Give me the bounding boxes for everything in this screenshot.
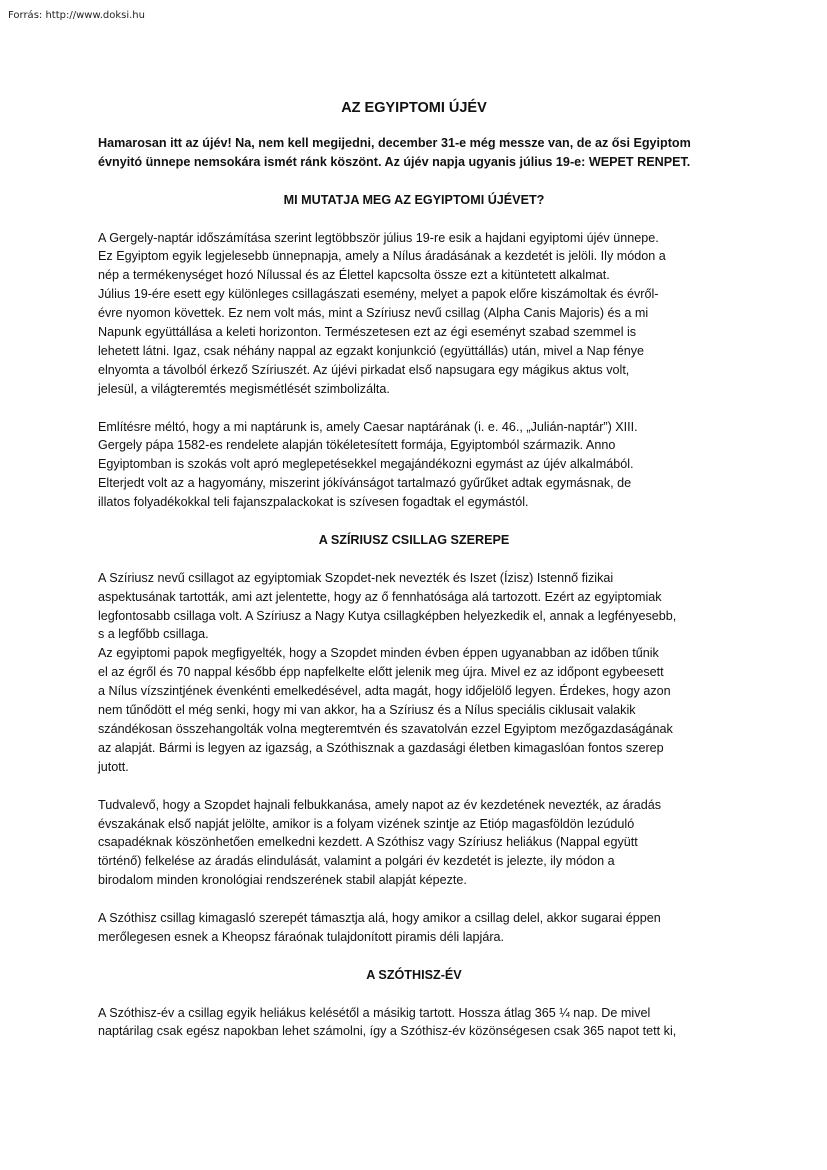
text-line: jelesül, a világteremtés megismétlését szimbolizálta. <box>98 381 390 396</box>
text-line: évszakának első napját jelölte, amikor is a folyam vizének szintje az Etióp magasföldön lezúduló <box>98 816 635 831</box>
document-body <box>98 98 730 1041</box>
text-line: A Szóthisz csillag kimagasló szerepét támasztja alá, hogy amikor a csillag delel, akkor sugarai éppen <box>98 911 661 926</box>
paragraph <box>98 1004 730 1042</box>
text-line: A Gergely-naptár időszámítása szerint legtöbbször július 19-re esik a hajdani egyiptomi újév ünnepe. <box>98 230 659 245</box>
text-line: Gergely pápa 1582-es rendelete alapján tökéletesített formája, Egyiptomból származik. Anno <box>98 438 616 453</box>
text-line: a Nílus vízszintjének évenkénti emelkedésével, adta magát, hogy időjelölő legyen. Érdekes, hogy azon <box>98 684 671 699</box>
intro-line: Hamarosan itt az újév! Na, nem kell megijedni, december 31-e még messze van, de az ősi Egyiptom <box>98 136 691 150</box>
intro-paragraph <box>98 134 730 172</box>
paragraph <box>98 418 730 513</box>
text-line: lehetett látni. Igaz, csak néhány nappal az egzakt konjunkció (együttállás) után, mivel a Nap fénye <box>98 343 645 358</box>
text-line: történő) felkelése az áradás elindulását, valamint a polgári év kezdetét is jelezte, ily módon a <box>98 854 615 869</box>
paragraph <box>98 569 730 777</box>
text-line: csapadéknak köszönhetően emelkedni kezdett. A Szóthisz vagy Szíriusz heliákus (Nappal együtt <box>98 835 638 850</box>
text-line: Július 19-ére esett egy különleges csillagászati esemény, melyet a papok előre kiszámoltak és évről- <box>98 287 659 302</box>
section-heading-new-year: MI MUTATJA MEG AZ EGYIPTOMI ÚJÉVET? <box>283 192 545 207</box>
text-line: az alapját. Bármi is legyen az igazság, a Szóthisznak a gazdasági életben kimagaslóan fontos szerep <box>98 740 664 755</box>
text-line: Ez Egyiptom egyik legjelesebb ünnepnapja, amely a Nílus áradásának a kezdetét is jelöli. Ily módon a <box>98 249 666 264</box>
text-line: Napunk együttállása a keleti horizonton. Természetesen ezt az égi eseményt szabad szemmel is <box>98 325 637 340</box>
text-line: naptárilag csak egész napokban lehet számolni, így a Szóthisz-év közönségesen csak 365 napot tett ki, <box>98 1024 677 1039</box>
paragraph <box>98 796 730 891</box>
text-line: nem tűnődött el még senki, hogy mi van akkor, ha a Szíriusz és a Nílus speciális ciklusait valakik <box>98 703 636 718</box>
text-line: jutott. <box>98 759 129 774</box>
paragraph <box>98 229 730 399</box>
text-line: el az égről és 70 nappal később épp napfelkelte előtt jelenik meg újra. Mivel ez az időpont egybeesett <box>98 665 664 680</box>
text-line: Említésre méltó, hogy a mi naptárunk is, amely Caesar naptárának (i. e. 46., „Julián-naptár”) XIII. <box>98 419 638 434</box>
text-line: Tudvalevő, hogy a Szopdet hajnali felbukkanása, amely napot az év kezdetének nevezték, az áradás <box>98 797 662 812</box>
text-line: elnyomta a távolból érkező Szíriuszét. Az újévi pirkadat első napsugara egy mágikus aktus volt, <box>98 362 630 377</box>
text-line: legfontosabb csillaga volt. A Szíriusz a Nagy Kutya csillagképben helyezkedik el, annak a legfényesebb, <box>98 608 677 623</box>
section-heading-sothis-year: A SZÓTHISZ-ÉV <box>366 967 462 982</box>
text-line: aspektusának tartották, ami azt jelentette, hogy az ő fennhatósága alá tartozott. Ezért az egyiptomiak <box>98 589 662 604</box>
text-line: merőlegesen esnek a Kheopsz fáraónak tulajdonított piramis déli lapjára. <box>98 929 505 944</box>
text-line: Az egyiptomi papok megfigyelték, hogy a Szopdet minden évben éppen ugyanabban az időben tűnik <box>98 646 659 661</box>
text-line: birodalom minden kronológiai rendszerének stabil alapját képezte. <box>98 873 467 888</box>
text-line: illatos folyadékokkal teli fajanszpalackokat is szívesen fogadtak el egymástól. <box>98 495 529 510</box>
paragraph <box>98 909 730 947</box>
text-line: évre nyomon követtek. Ez nem volt más, mint a Szíriusz nevű csillag (Alpha Canis Majoris) és a mi <box>98 306 649 321</box>
text-line: Elterjedt volt az a hagyomány, miszerint jókívánságot tartalmazó gyűrűket adtak egymásnak, de <box>98 476 632 491</box>
page-title: AZ EGYIPTOMI ÚJÉV <box>341 100 487 116</box>
text-line: A Szóthisz-év a csillag egyik heliákus kelésétől a másikig tartott. Hossza átlag 365 ¼ nap. De mivel <box>98 1005 651 1020</box>
section-heading-sirius: A SZÍRIUSZ CSILLAG SZEREPE <box>318 532 510 547</box>
source-url: Forrás: http://www.doksi.hu <box>8 10 145 21</box>
text-line: nép a termékenységet hozó Nílussal és az Élettel kapcsolta össze ezt a kitüntetett alkalmat. <box>98 268 610 283</box>
intro-line: évnyitó ünnepe nemsokára ismét ránk köszönt. Az újév napja ugyanis július 19-e: WEPET RENPET. <box>98 154 691 169</box>
text-line: A Szíriusz nevű csillagot az egyiptomiak Szopdet-nek nevezték és Iszet (Ízisz) Istennő fizikai <box>98 570 614 585</box>
text-line: szándékosan összehangolták volna megteremtvén és szavatolván ezzel Egyiptom mezőgazdaságának <box>98 722 673 737</box>
text-line: s a legfőbb csillaga. <box>98 627 209 642</box>
text-line: Egyiptomban is szokás volt apró meglepetésekkel megajándékozni egymást az újév alkalmából. <box>98 457 634 472</box>
